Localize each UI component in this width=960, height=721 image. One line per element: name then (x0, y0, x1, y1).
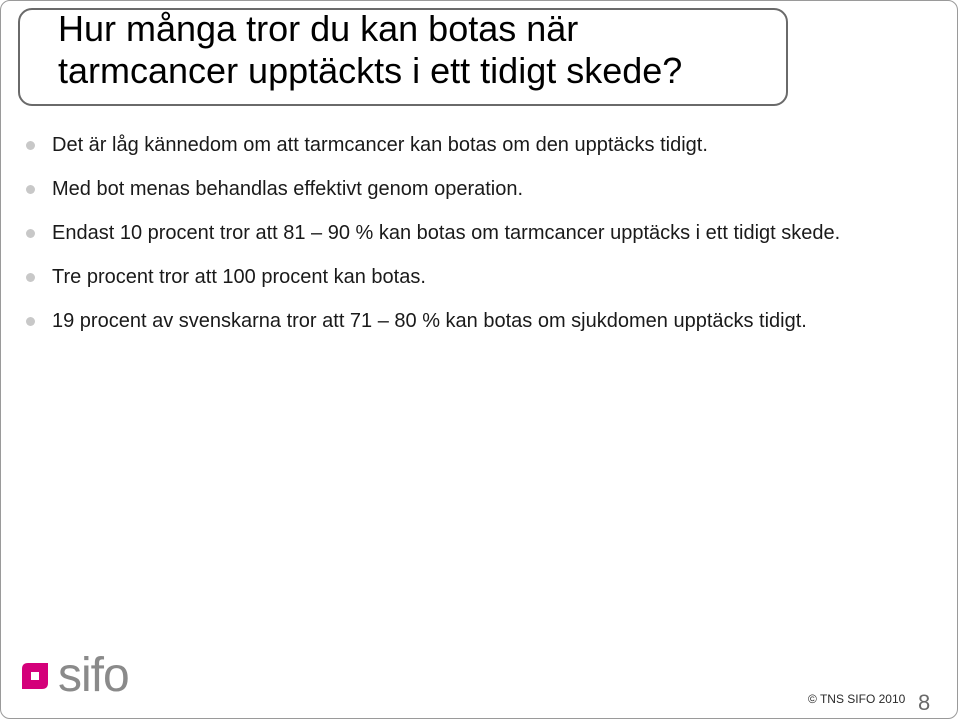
bullet-item (22, 132, 942, 159)
bullet-item (22, 220, 942, 247)
page-number: 8 (918, 690, 931, 715)
bullet-text: Endast 10 procent tror att 81 – 90 % kan botas om tarmcancer upptäcks i ett tidigt skede. (52, 222, 841, 244)
bullet-item (22, 264, 942, 291)
bullet-text: Med bot menas behandlas effektivt genom operation. (52, 178, 524, 200)
slide-title: Hur många tror du kan botas när tarmcancer upptäckts i ett tidigt skede? (58, 8, 683, 91)
bullet-list (22, 132, 942, 352)
bullet-dot-icon (26, 185, 35, 194)
bullet-dot-icon (26, 273, 35, 282)
bullet-text: Tre procent tror att 100 procent kan botas. (52, 266, 426, 288)
bullet-item (22, 176, 942, 203)
sifo-logo-mark-icon (18, 659, 52, 693)
bullet-dot-icon (26, 141, 35, 150)
sifo-logo (18, 650, 129, 702)
bullet-text: Det är låg kännedom om att tarmcancer kan botas om den upptäcks tidigt. (52, 134, 708, 156)
bullet-text: 19 procent av svenskarna tror att 71 – 80 % kan botas om sjukdomen upptäcks tidigt. (52, 310, 807, 332)
bullet-item (22, 308, 942, 335)
bullet-dot-icon (26, 317, 35, 326)
logo-text: sifo (58, 649, 129, 702)
bullet-dot-icon (26, 229, 35, 238)
copyright-text: © TNS SIFO 2010 (808, 692, 906, 706)
